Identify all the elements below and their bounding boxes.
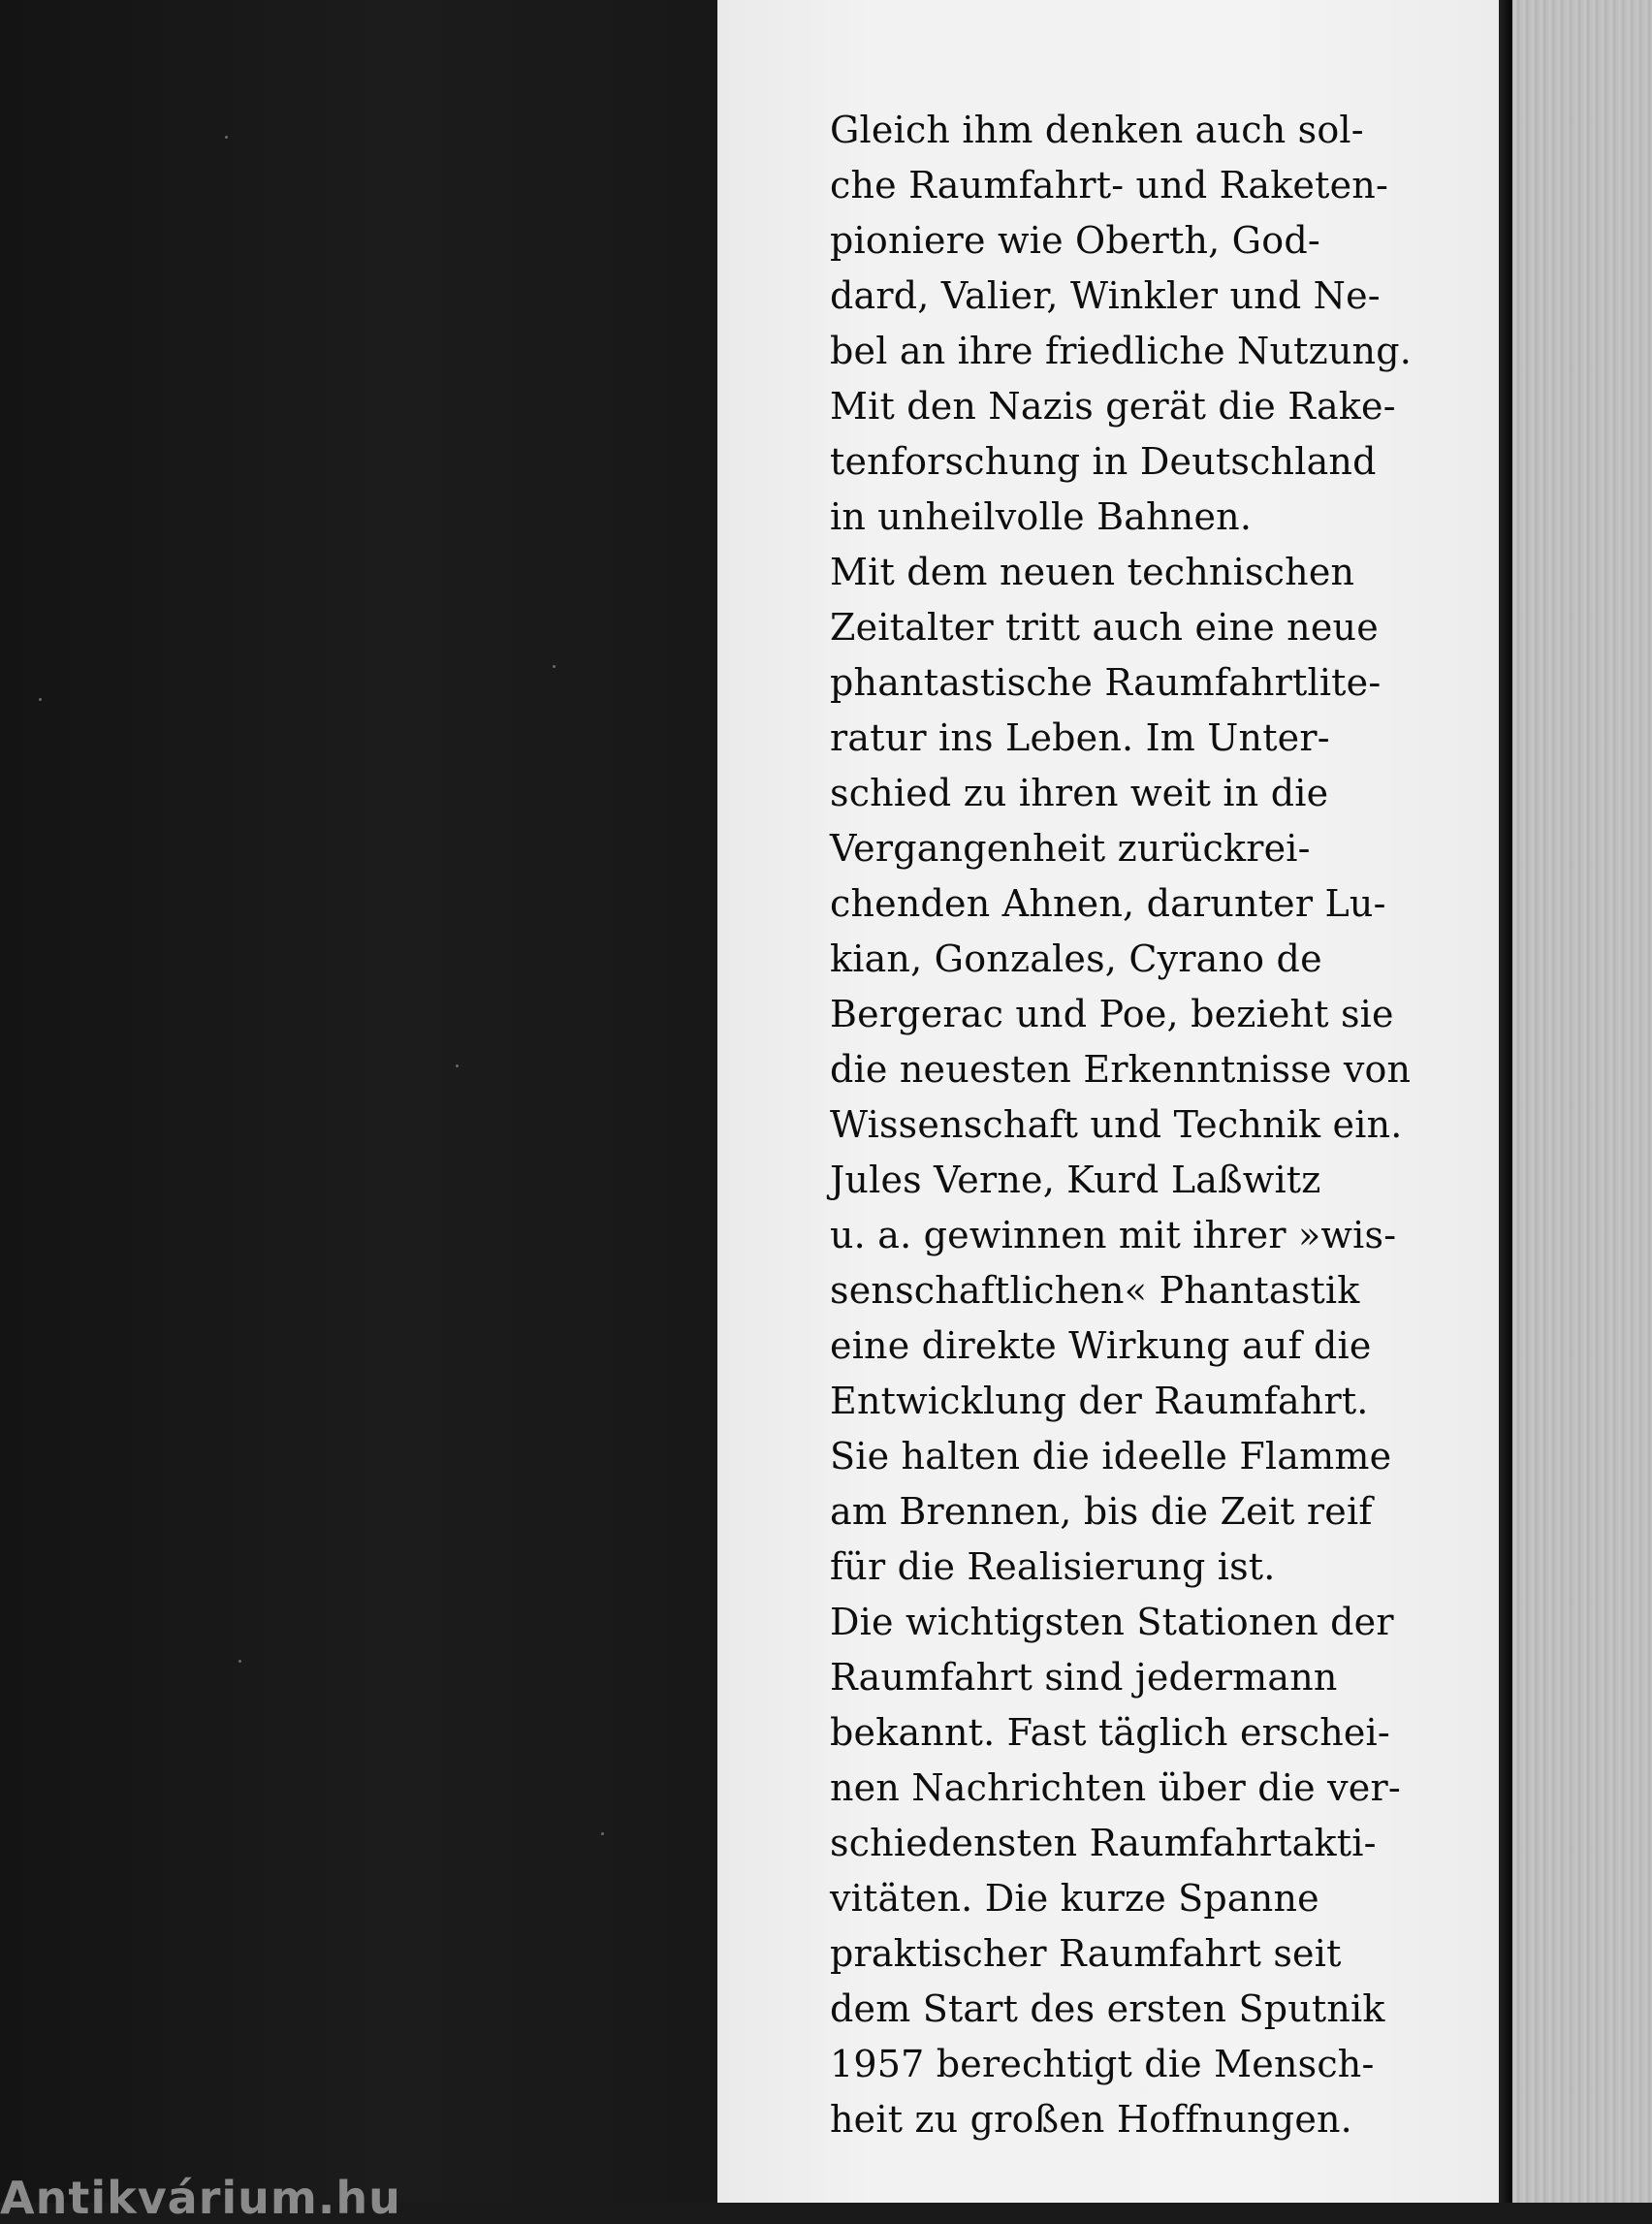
text-line: am Brennen, bis die Zeit reif	[830, 1490, 1373, 1533]
text-line: Entwicklung der Raumfahrt.	[830, 1380, 1369, 1422]
body-text	[830, 103, 1470, 2147]
dark-book-cover	[0, 0, 719, 2203]
dust-speck	[601, 1832, 604, 1835]
text-line: u. a. gewinnen mit ihrer »wis-	[830, 1214, 1397, 1256]
text-line: phantastische Raumfahrtlite-	[830, 661, 1382, 704]
text-line: dem Start des ersten Sputnik	[830, 1987, 1385, 2030]
text-line: Sie halten die ideelle Flamme	[830, 1435, 1392, 1477]
text-line: ratur ins Leben. Im Unter-	[830, 716, 1330, 759]
text-line: tenforschung in Deutschland	[830, 440, 1377, 483]
text-line: Jules Verne, Kurd Laßwitz	[830, 1159, 1321, 1201]
text-line: in unheilvolle Bahnen.	[830, 495, 1253, 538]
text-line: bel an ihre friedliche Nutzung.	[830, 330, 1413, 372]
text-line: Gleich ihm denken auch sol-	[830, 109, 1364, 151]
text-line: dard, Valier, Winkler und Ne-	[830, 274, 1381, 317]
dust-speck	[456, 1064, 459, 1067]
text-line: chenden Ahnen, darunter Lu-	[830, 882, 1386, 925]
text-line: schied zu ihren weit in die	[830, 772, 1329, 814]
text-line: die neuesten Erkenntnisse von	[830, 1048, 1412, 1091]
text-line: kian, Gonzales, Cyrano de	[830, 937, 1322, 980]
text-line: eine direkte Wirkung auf die	[830, 1324, 1372, 1367]
text-line: heit zu großen Hoffnungen.	[830, 2098, 1352, 2141]
text-line: nen Nachrichten über die ver-	[830, 1766, 1401, 1809]
dust-speck	[39, 698, 42, 701]
text-line: praktischer Raumfahrt seit	[830, 1932, 1342, 1975]
text-line: Wissenschaft und Technik ein.	[830, 1103, 1403, 1146]
text-line: Bergerac und Poe, bezieht sie	[830, 993, 1394, 1035]
dust-speck	[225, 136, 228, 139]
text-line: schiedensten Raumfahrtakti-	[830, 1822, 1377, 1864]
dust-speck	[238, 1660, 241, 1663]
text-line: Raumfahrt sind jedermann	[830, 1656, 1338, 1699]
text-line: vitäten. Die kurze Spanne	[830, 1877, 1319, 1920]
text-line: Mit dem neuen technischen	[830, 551, 1355, 593]
text-line: bekannt. Fast täglich erschei-	[830, 1711, 1390, 1754]
text-line: pioniere wie Oberth, God-	[830, 219, 1320, 262]
text-line: Zeitalter tritt auch eine neue	[830, 606, 1379, 649]
text-line: Die wichtigsten Stationen der	[830, 1601, 1394, 1643]
text-line: Vergangenheit zurückrei-	[830, 827, 1311, 870]
dust-speck	[553, 665, 556, 668]
text-line: senschaftlichen« Phantastik	[830, 1269, 1360, 1312]
background-surface	[1512, 0, 1652, 2203]
text-line: für die Realisierung ist.	[830, 1545, 1276, 1588]
watermark-text: Antikvárium.hu	[0, 2172, 401, 2224]
text-line: Mit den Nazis gerät die Rake-	[830, 385, 1396, 428]
text-line: 1957 berechtigt die Mensch-	[830, 2043, 1375, 2085]
text-line: che Raumfahrt- und Raketen-	[830, 164, 1388, 207]
